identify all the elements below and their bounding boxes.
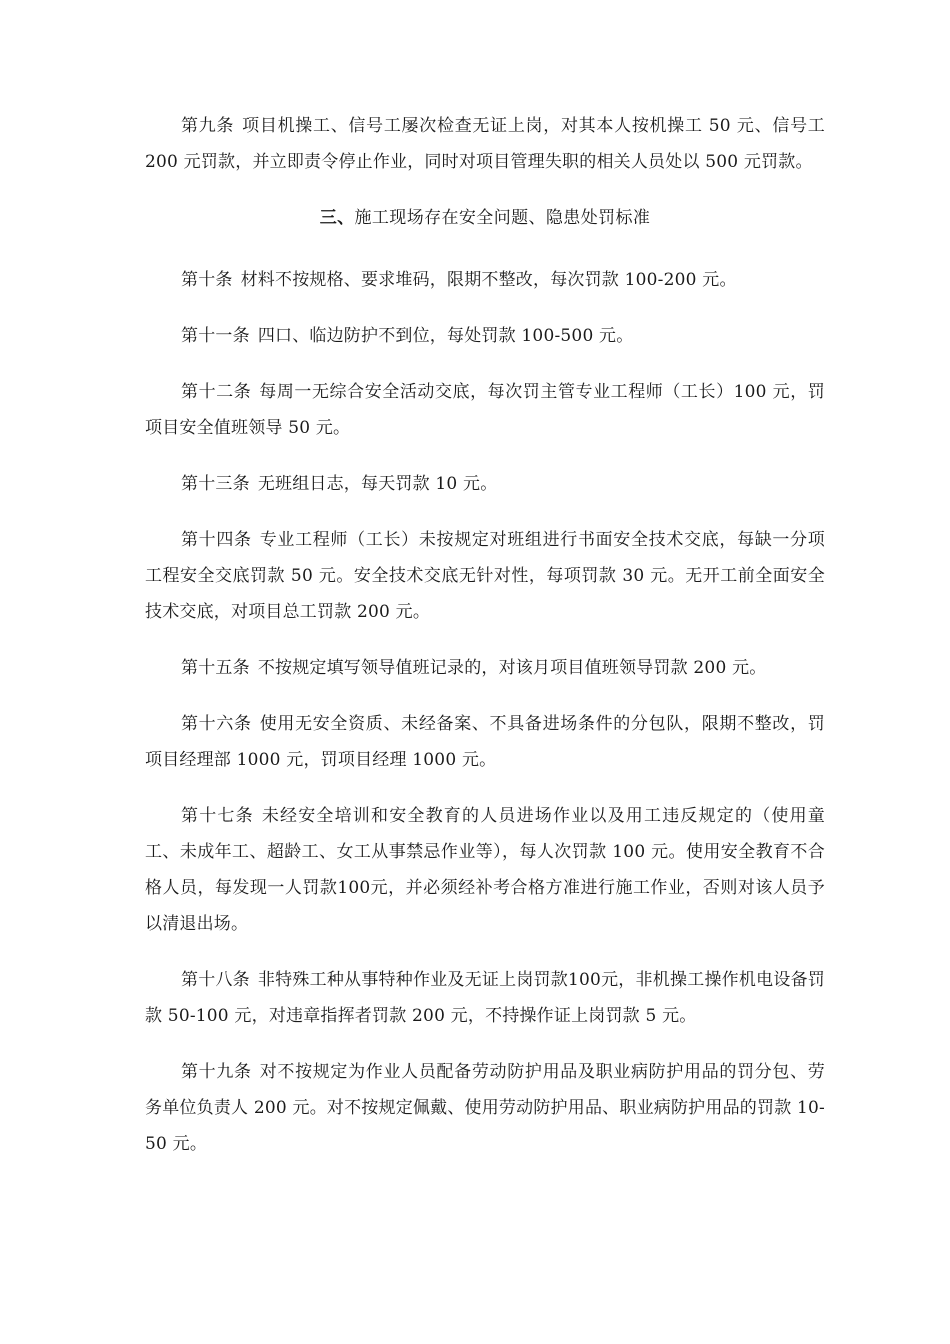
- article-text: 对不按规定为作业人员配备劳动防护用品及职业病防护用品的罚分包、劳务单位负责人 200 元。对不按规定佩戴、使用劳动防护用品、职业病防护用品的罚款 10-50 元。: [145, 1062, 825, 1154]
- section-title: 施工现场存在安全问题、隐患处罚标准: [354, 208, 651, 228]
- article-13: [145, 466, 825, 502]
- article-18: [145, 962, 825, 1034]
- section-heading: [145, 200, 825, 236]
- article-text: 四口、临边防护不到位，每处罚款 100-500 元。: [257, 326, 634, 346]
- article-text: 材料不按规格、要求堆码，限期不整改，每次罚款 100-200 元。: [240, 270, 737, 290]
- article-11: [145, 318, 825, 354]
- article-16: [145, 706, 825, 778]
- article-number: 第九条: [181, 116, 235, 136]
- article-number: 第十五条: [181, 658, 250, 678]
- section-number: 三、: [319, 208, 355, 228]
- article-text: 不按规定填写领导值班记录的，对该月项目值班领导罚款 200 元。: [257, 658, 767, 678]
- article-number: 第十八条: [181, 970, 250, 990]
- article-text: 非特殊工种从事特种作业及无证上岗罚款100元，非机操工操作机电设备罚款 50-100 元，对违章指挥者罚款 200 元，不持操作证上岗罚款 5 元。: [145, 970, 825, 1026]
- article-text: 无班组日志，每天罚款 10 元。: [257, 474, 498, 494]
- article-number: 第十二条: [181, 382, 252, 402]
- article-10: [145, 262, 825, 298]
- article-12: [145, 374, 825, 446]
- article-text: 未经安全培训和安全教育的人员进场作业以及用工违反规定的（使用童工、未成年工、超龄工、女工从事禁忌作业等），每人次罚款 100 元。使用安全教育不合格人员，每发现一人罚款100元，并必须经补考合格方准进行施工作业，否则对该人员予以清退出场。: [145, 806, 825, 934]
- article-9: [145, 108, 825, 180]
- article-text: 使用无安全资质、未经备案、不具备进场条件的分包队，限期不整改，罚项目经理部 1000 元，罚项目经理 1000 元。: [145, 714, 825, 770]
- article-19: [145, 1054, 825, 1162]
- article-number: 第十三条: [181, 474, 250, 494]
- article-number: 第十一条: [181, 326, 250, 346]
- article-text: 项目机操工、信号工屡次检查无证上岗，对其本人按机操工 50 元、信号工 200 元罚款，并立即责令停止作业，同时对项目管理失职的相关人员处以 500 元罚款。: [145, 116, 825, 172]
- article-number: 第十九条: [181, 1062, 252, 1082]
- article-number: 第十四条: [181, 530, 252, 550]
- article-number: 第十七条: [181, 806, 254, 826]
- article-text: 每周一无综合安全活动交底，每次罚主管专业工程师（工长）100 元，罚项目安全值班领导 50 元。: [145, 382, 825, 438]
- article-15: [145, 650, 825, 686]
- article-17: [145, 798, 825, 942]
- article-14: [145, 522, 825, 630]
- document-body: [145, 108, 825, 1182]
- article-text: 专业工程师（工长）未按规定对班组进行书面安全技术交底，每缺一分项工程安全交底罚款 50 元。安全技术交底无针对性，每项罚款 30 元。无开工前全面安全技术交底，对项目总工罚款 200 元。: [145, 530, 825, 622]
- article-number: 第十条: [181, 270, 233, 290]
- article-number: 第十六条: [181, 714, 252, 734]
